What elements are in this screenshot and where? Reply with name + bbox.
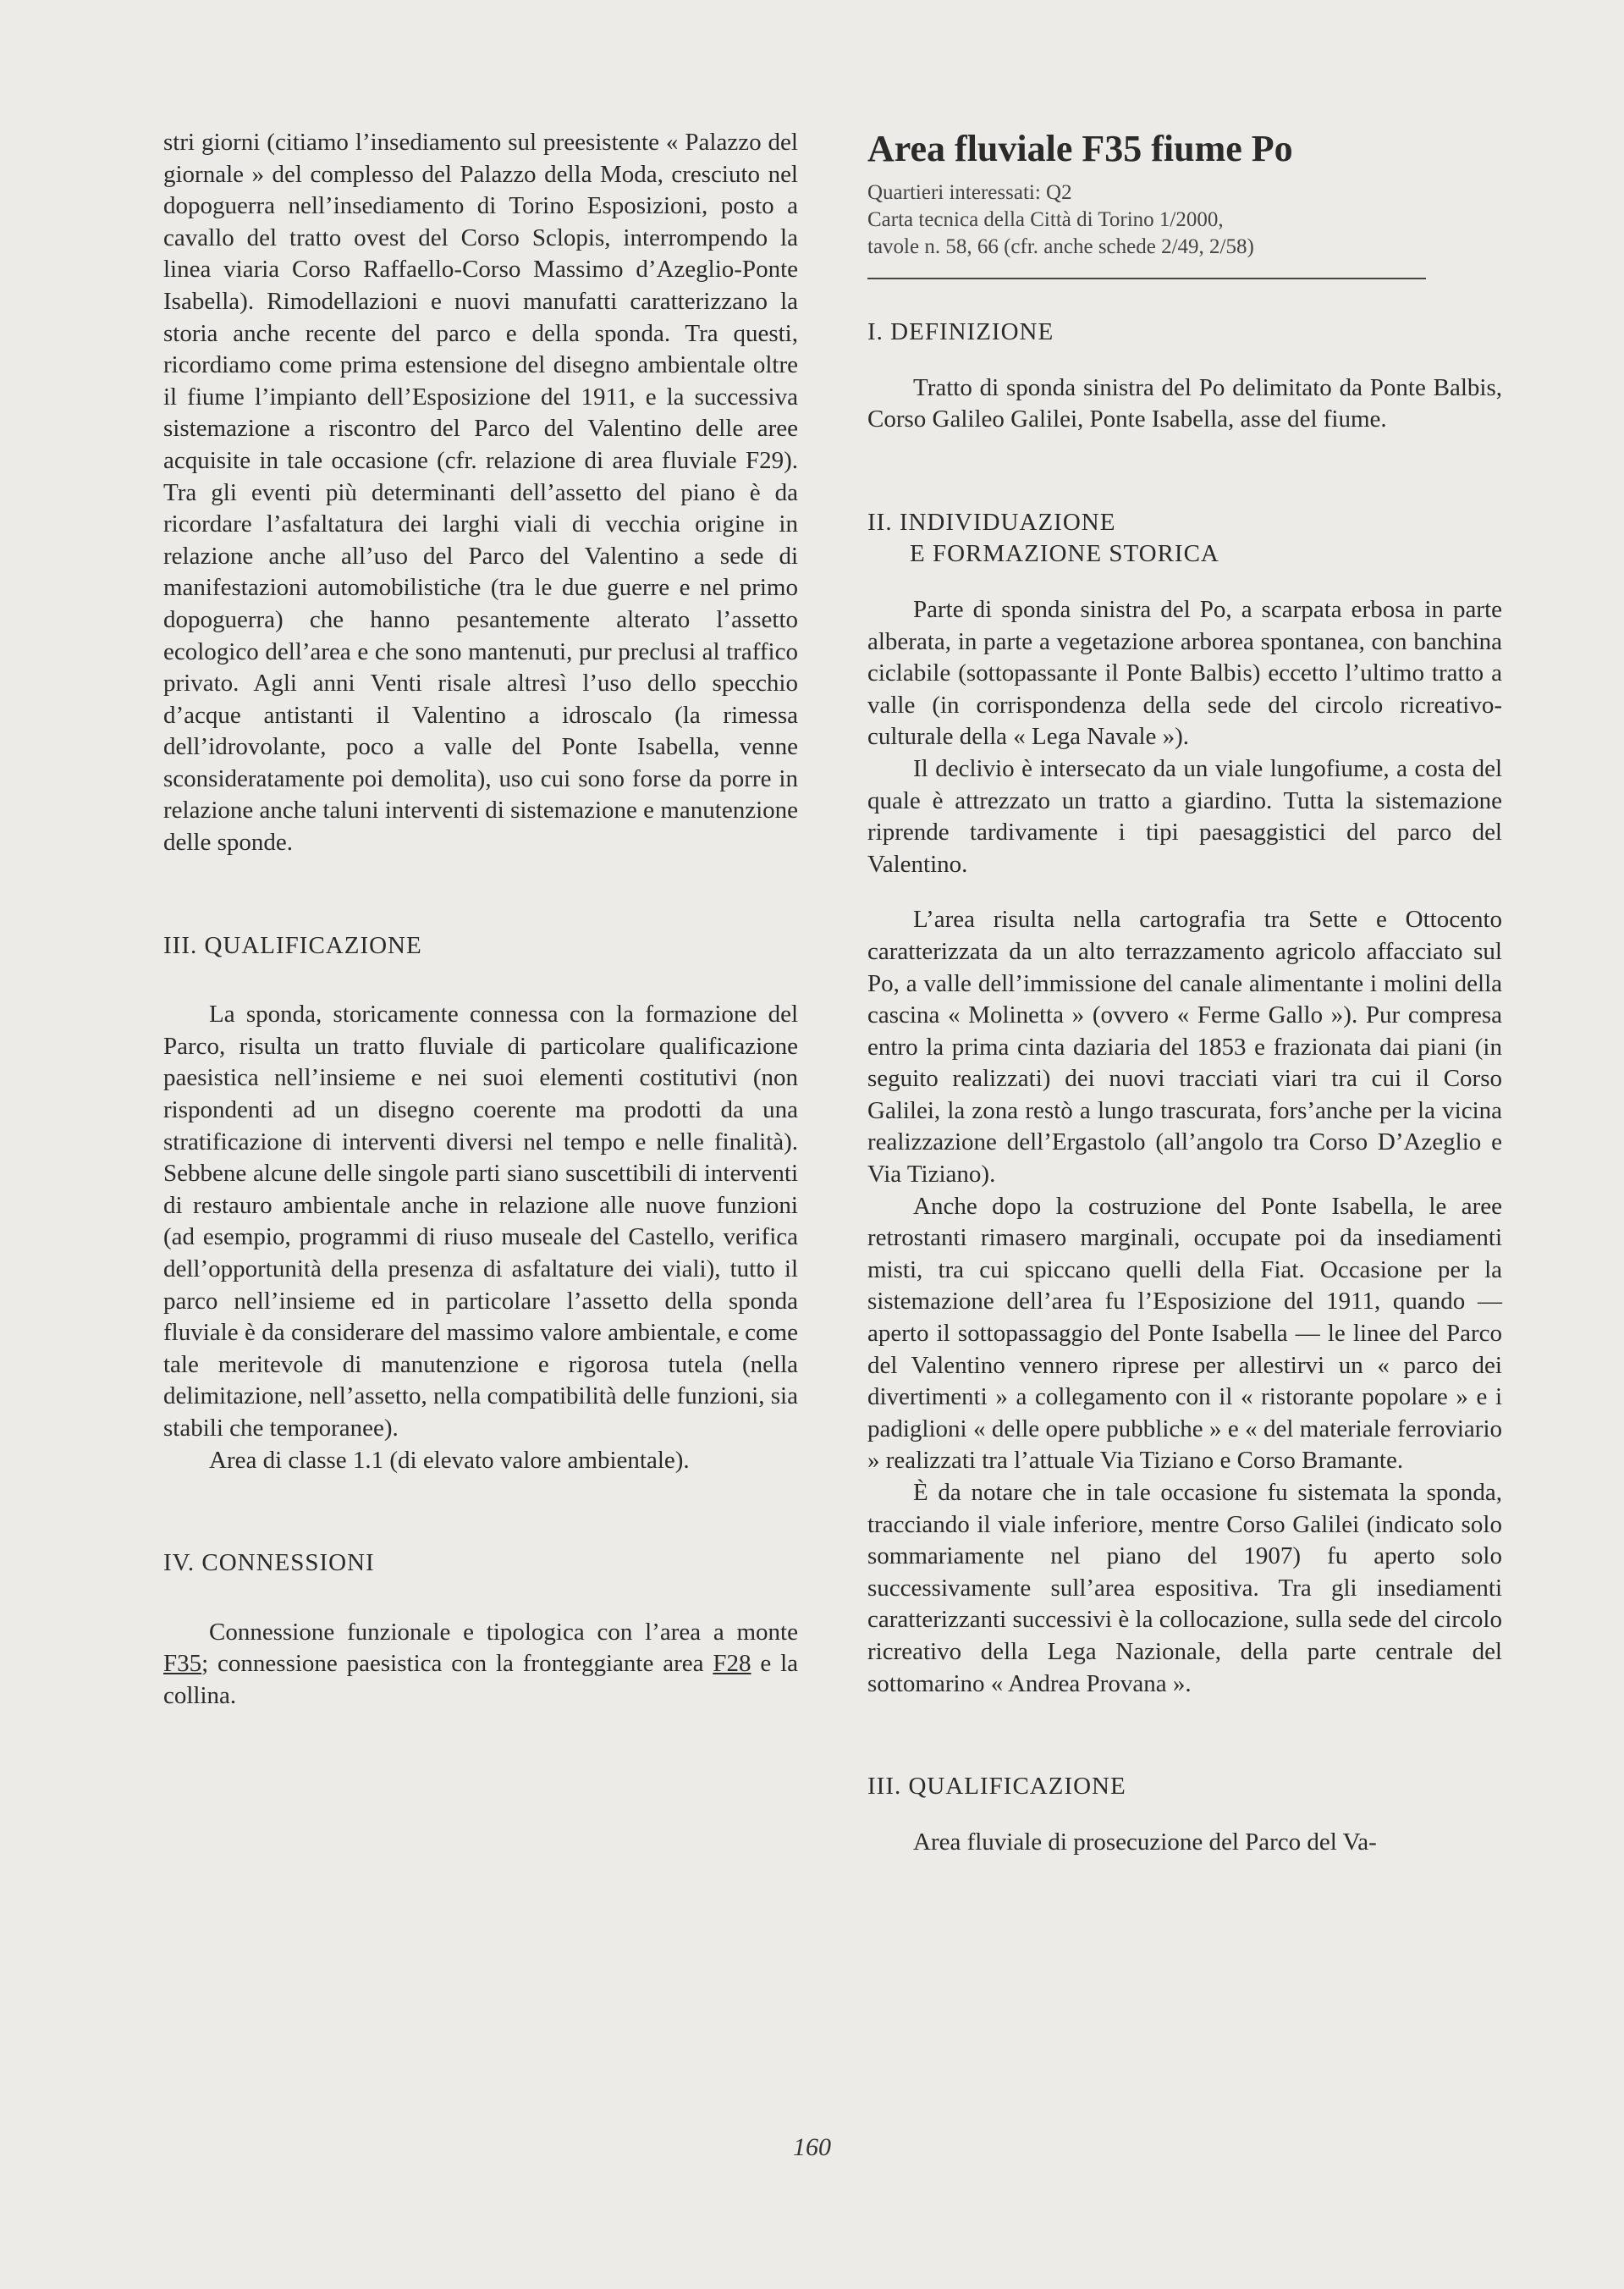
qualificazione-paragraph-1: La sponda, storicamente connessa con la formazione del Parco, risulta un tratto fluviale di particolare qualificazione paesistica nell’insieme e nei suoi elementi costitutivi (non rispondenti ad un disegno coerente ma prodotti da una stratificazione di interventi diversi nel tempo e nelle finalità). Sebbene alcune delle singole parti siano suscettibili di interventi di restauro ambientale anche in relazione alle nuove funzioni (ad esempio, programmi di riuso museale del Castello, verifica dell’opportunità della presenza di asfaltature dei viali), tutto il parco nell’insieme ed in particolare l’assetto della sponda fluviale è da considerare del massimo valore ambientale, e come tale meritevole di manutenzione e rigorosa tutela (nella delimitazione, nell’assetto, nella compatibilità delle funzioni, sia stabili che temporanee).	[163, 1001, 798, 1442]
individuazione-paragraph-3: L’area risulta nella cartografia tra Sette e Ottocento caratterizzata da un alto terrazzamento agricolo affacciato sul Po, a valle dell’immissione del canale alimentante i molini della cascina « Molinetta » (ovvero « Ferme Gallo »). Pur compresa entro la prima cinta daziaria del 1853 e frazionata dai piani (in seguito realizzati) dei nuovi tracciati viari tra cui il Corso Galilei, la zona restò a lungo trascurata, fors’anche per la vicina realizzazione dell’Ergastolo (all’angolo tra Corso D’Azeglio e Via Tiziano).	[867, 906, 1502, 1189]
area-ref-f35: F35	[163, 1650, 202, 1678]
right-column	[867, 127, 1502, 1858]
connessioni-text-1: Connessione funzionale e tipologica con l’area a monte	[209, 1618, 798, 1646]
connessioni-text-3: e la collina.	[163, 1650, 798, 1709]
definizione-paragraph: Tratto di sponda sinistra del Po delimitato da Ponte Balbis, Corso Galileo Galilei, Ponte Isabella, asse del fiume.	[867, 373, 1502, 433]
page-title: Area fluviale F35 fiume Po	[867, 128, 1293, 169]
connessioni-paragraph	[163, 1617, 798, 1713]
qualificazione-right-paragraph: Area fluviale di prosecuzione del Parco del Va-	[913, 1828, 1377, 1856]
meta-line-3: tavole n. 58, 66 (cfr. anche schede 2/49, 2/58)	[867, 235, 1254, 258]
continuation-paragraph: stri giorni (citiamo l’insediamento sul preesistente « Palazzo del giornale » del complesso del Palazzo della Moda, cresciuto nel dopoguerra nell’insediamento di Torino Esposizioni, posto a cavallo del tratto ovest del Corso Sclopis, interrompendo la linea viaria Corso Raffaello-Corso Massimo d’Azeglio-Ponte Isabella). Rimodellazioni e nuovi manufatti caratterizzano la storia anche recente del parco e della sponda. Tra questi, ricordiamo come prima estensione del disegno ambientale oltre il fiume l’impianto dell’Esposizione del 1911, e la successiva sistemazione a riscontro del Parco del Valentino delle aree acquisite in tale occasione (cfr. relazione di area fluviale F29). Tra gli eventi più determinanti dell’assetto del piano è da ricordare l’asfaltatura dei larghi viali di vecchia origine in relazione anche all’uso del Parco del Valentino a sede di manifestazioni automobilistiche (tra le due guerre e nel primo dopoguerra) che hanno pesantemente alterato l’assetto ecologico dell’area e che sono mantenuti, pur preclusi al traffico privato. Agli anni Venti risale altresì l’uso dello specchio d’acque antistanti il Valentino a idroscalo (la rimessa dell’idrovolante, poco a valle del Ponte Isabella, venne sconsideratamente poi demolita), uso cui sono forse da porre in relazione anche taluni interventi di sistemazione e manutenzione delle sponde.	[163, 129, 798, 857]
section-heading-qualificazione: III. QUALIFICAZIONE	[163, 931, 422, 959]
individuazione-paragraph-1: Parte di sponda sinistra del Po, a scarpata erbosa in parte alberata, in parte a vegetazione arborea spontanea, con banchina ciclabile (sottopassante il Ponte Balbis) eccetto l’ultimo tratto a valle (in corrispondenza della sede del circolo ricreativo-culturale della « Lega Navale »).	[867, 595, 1502, 751]
individuazione-paragraph-4: Anche dopo la costruzione del Ponte Isabella, le aree retrostanti rimasero marginali, occupate poi da insediamenti misti, tra cui spiccano quelli della Fiat. Occasione per la sistemazione dell’area fu l’Esposizione del 1911, quando — aperto il sottopassaggio del Ponte Isabella — le linee del Parco del Valentino vennero riprese per allestirvi un « parco dei divertimenti » a collegamento con il « ristorante popolare » e i padiglioni « delle opere pubbliche » e « del materiale ferroviario » realizzati tra l’attuale Via Tiziano e Corso Bramante.	[867, 1192, 1502, 1475]
qualificazione-paragraph-2: Area di classe 1.1 (di elevato valore ambientale).	[209, 1446, 690, 1474]
connessioni-text-2: ; connessione paesistica con la fronteggiante area	[201, 1650, 713, 1678]
individuazione-heading-line-2: E FORMAZIONE STORICA	[910, 540, 1219, 568]
section-heading-individuazione	[867, 507, 1502, 571]
left-column	[163, 127, 798, 1713]
individuazione-paragraph-2: Il declivio è intersecato da un viale lungofiume, a costa del quale è attrezzato un tratto a giardino. Tutta la sistemazione riprende tardivamente i tipi paesaggistici del parco del Valentino.	[867, 754, 1502, 878]
page-number: 160	[793, 2133, 831, 2161]
section-heading-definizione: I. DEFINIZIONE	[867, 318, 1054, 345]
individuazione-paragraph-5: È da notare che in tale occasione fu sistemata la sponda, tracciando il viale inferiore, mentre Corso Galilei (indicato solo sommariamente nel piano del 1907) fu aperto solo successivamente sull’area espositiva. Tra gli insediamenti caratterizzanti successivi è la collocazione, sulla sede del circolo ricreativo della Lega Nazionale, della parte centrale del sottomarino « Andrea Provana ».	[867, 1479, 1502, 1697]
individuazione-heading-line-1: II. INDIVIDUAZIONE	[867, 508, 1116, 536]
section-heading-qualificazione-right: III. QUALIFICAZIONE	[867, 1773, 1126, 1801]
area-ref-f28: F28	[713, 1650, 751, 1678]
meta-line-1: Quartieri interessati: Q2	[867, 181, 1072, 204]
meta-line-2: Carta tecnica della Città di Torino 1/2000,	[867, 208, 1224, 231]
section-heading-connessioni: IV. CONNESSIONI	[163, 1549, 375, 1577]
